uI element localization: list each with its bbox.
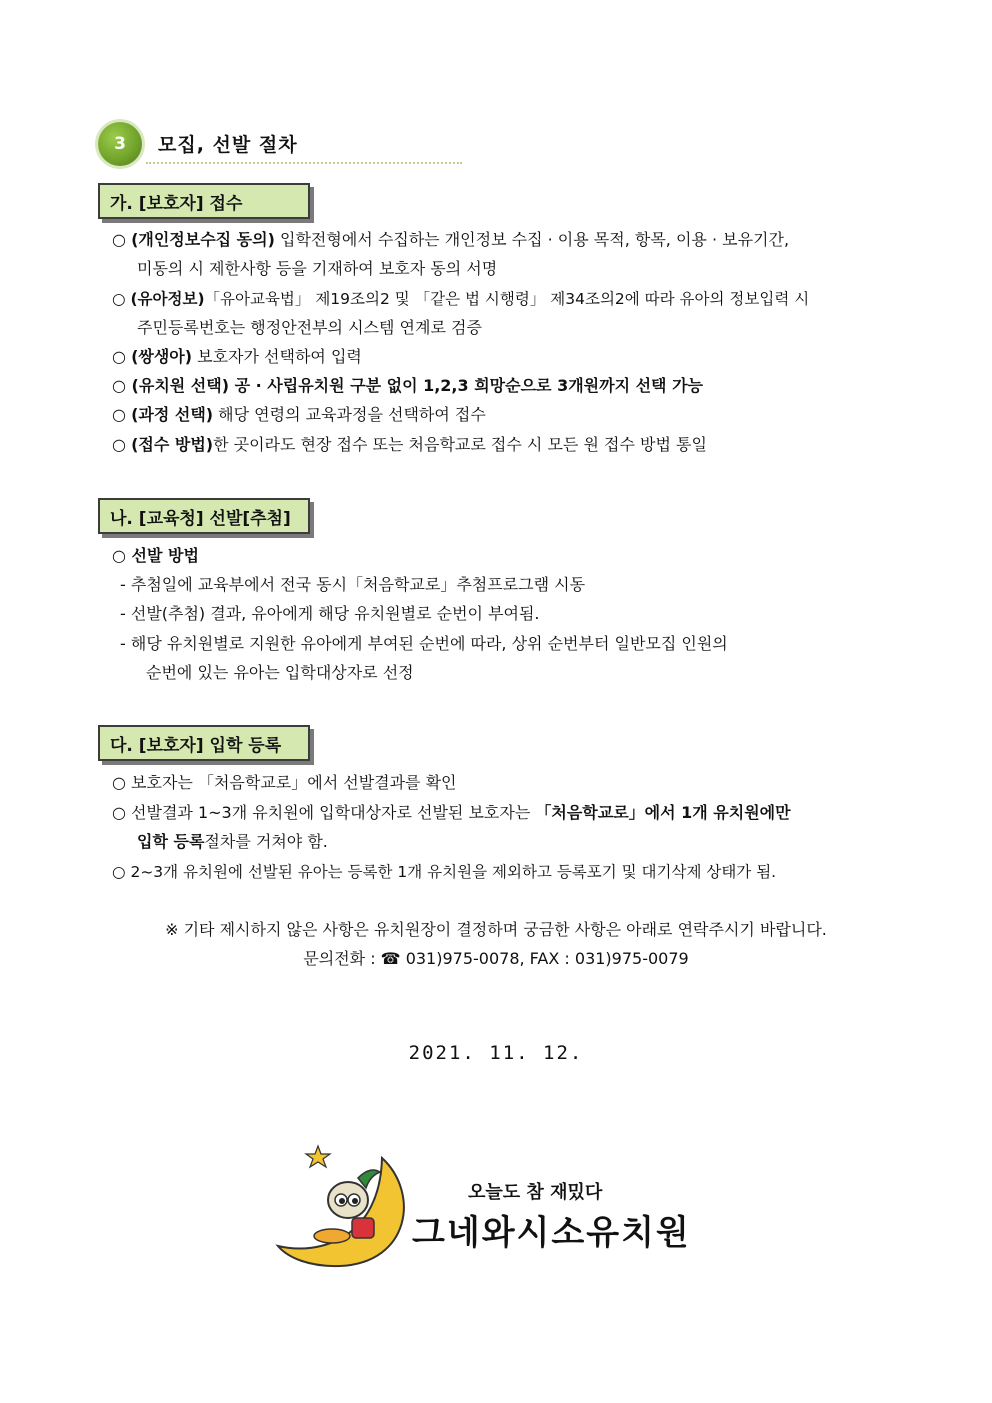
part-a-item-5: ○ (과정 선택) 해당 연령의 교육과정을 선택하여 접수 [112,405,486,424]
part-b-line-2: - 선발(추첨) 결과, 유아에게 해당 유치원별로 순번이 부여됨. [120,604,540,623]
section-header [98,118,468,168]
part-a-item-4: ○ (유치원 선택) 공 · 사립유치원 구분 없이 1,2,3 희망순으로 3개원까지 선택 가능 [112,376,703,395]
heading-part-c: 다. [보호자] 입학 등록 [98,725,310,761]
document-date: 2021. 11. 12. [408,1042,584,1064]
part-c-line-2: ○ 선발결과 1~3개 유치원에 입학대상자로 선발된 보호자는 「처음학교로」에서 1개 유치원에만 [112,803,791,822]
part-a-item-2: ○ (유아정보)「유아교육법」 제19조의2 및 「같은 법 시행령」 제34조의2에 따라 유아의 정보입력 시 [112,290,810,308]
contact-info: 문의전화 : ☎ 031)975-0078, FAX : 031)975-0079 [303,949,689,968]
dotted-divider [146,162,462,164]
part-a-item-2-cont: 주민등록번호는 행정안전부의 시스템 연계로 검증 [137,318,482,337]
section-number-badge: 3 [98,122,142,166]
part-a-item-3: ○ (쌍생아) 보호자가 선택하여 입력 [112,347,362,366]
part-a-item-1: ○ (개인정보수집 동의) 입학전형에서 수집하는 개인정보 수집 · 이용 목적, 항목, 이용 · 보유기간, [112,230,790,249]
moon-mascot-icon [270,1138,420,1278]
heading-part-b: 나. [교육청] 선발[추첨] [98,498,310,534]
logo-slogan: 오늘도 참 재밌다 [468,1182,603,1203]
logo-name: 그네와시소유치원 [412,1213,691,1253]
notice-text: ※ 기타 제시하지 않은 사항은 유치원장이 결정하며 궁금한 사항은 아래로 연락주시기 바랍니다. [165,920,827,939]
part-c-line-3: 입학 등록절차를 거쳐야 함. [137,832,328,851]
part-a-item-6: ○ (접수 방법)한 곳이라도 현장 접수 또는 처음학교로 접수 시 모든 원 접수 방법 통일 [112,435,707,454]
heading-part-a: 가. [보호자] 접수 [98,183,310,219]
part-c-line-1: ○ 보호자는 「처음학교로」에서 선발결과를 확인 [112,773,457,792]
part-b-method-label: ○ 선발 방법 [112,546,199,565]
part-c-line-4: ○ 2~3개 유치원에 선발된 유아는 등록한 1개 유치원을 제외하고 등록포기 및 대기삭제 상태가 됨. [112,863,777,881]
part-b-line-1: - 추첨일에 교육부에서 전국 동시「처음학교로」추첨프로그램 시동 [120,575,586,594]
part-b-line-3: - 해당 유치원별로 지원한 유아에게 부여된 순번에 따라, 상위 순번부터 일반모집 인원의 [120,634,728,653]
part-a-item-1-cont: 미동의 시 제한사항 등을 기재하여 보호자 동의 서명 [137,259,498,278]
part-b-line-4: 순번에 있는 유아는 입학대상자로 선정 [146,663,414,682]
section-title: 모집, 선발 절차 [158,134,298,156]
